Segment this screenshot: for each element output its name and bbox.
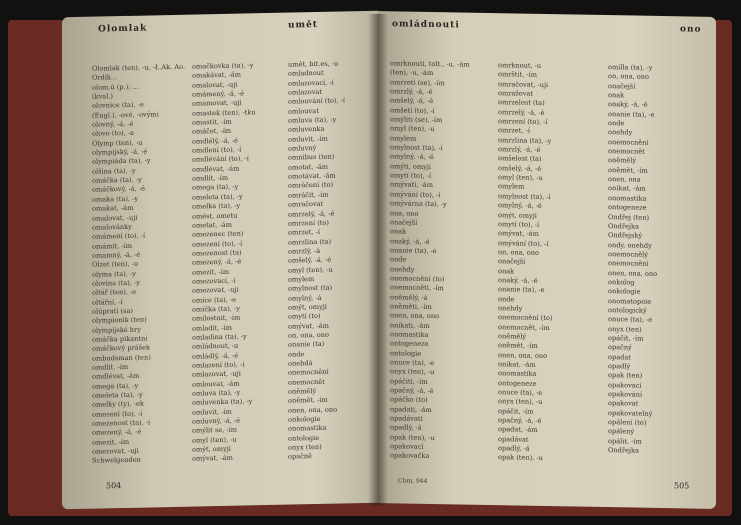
dictionary-line: omezovat, -uji [92, 446, 139, 456]
dictionary-line: omeleta (ta), -y [92, 390, 143, 400]
dictionary-line: opačně [288, 452, 312, 462]
dictionary-line: omilostnit, -ím [192, 313, 241, 323]
dictionary-line: opačný, -á, -é [498, 416, 542, 425]
dictionary-line: omyl (ten), -u [288, 265, 333, 275]
dictionary-line: omrzelost (ta) [498, 98, 545, 108]
dictionary-line: omezení (to), -í [192, 239, 243, 249]
dictionary-line: omička (ta), -y [192, 304, 240, 314]
dictionary-line: omdlévání (to), -í [192, 154, 249, 165]
left-column-3 [288, 59, 376, 463]
right-page [378, 11, 716, 509]
dictionary-line: omšelý, -á, -é [498, 163, 542, 173]
dictionary-line: omdlít, -ím [92, 362, 129, 372]
dictionary-line: omylnost (ta), -i [498, 191, 551, 201]
right-running-head-first: omládnouti [392, 19, 460, 31]
dictionary-line: omezenec (ten) [192, 229, 244, 239]
dictionary-line: onak [498, 266, 515, 275]
dictionary-line: omýlit se, -ím [192, 426, 237, 435]
dictionary-line: omlouvat [288, 106, 319, 116]
dictionary-line: omlazovat, -uji [192, 369, 241, 379]
dictionary-line: onomatopoie [608, 296, 652, 306]
dictionary-line: onačejší [498, 257, 526, 266]
dictionary-line: opálený [608, 427, 635, 436]
dictionary-line: omotat, -ám [288, 162, 329, 172]
dictionary-line: onikati, -ám [390, 320, 430, 330]
dictionary-line: omezovací, -í [192, 276, 236, 286]
dictionary-line: omakávat, -ám [192, 70, 241, 80]
dictionary-line: opak (ten), -u [390, 433, 435, 442]
dictionary-line: opakovací [390, 442, 424, 451]
dictionary-line: omývárna (ta), -y [390, 199, 447, 209]
dictionary-line: opadávati [390, 414, 423, 423]
dictionary-line: Ordík... [92, 73, 118, 83]
dictionary-line: omáčka pikantní [92, 334, 148, 344]
dictionary-line: omrzet, -í [498, 126, 530, 136]
dictionary-line: opačný, -á, -é [390, 386, 434, 396]
dictionary-line: onde [288, 349, 305, 359]
dictionary-line: omladina (ta), -y [192, 332, 247, 342]
dictionary-line: omrknouti, tolt., -u, -ám [390, 59, 470, 69]
dictionary-line: omlazovat [288, 87, 323, 97]
dictionary-line: omrzení (to), -í [498, 117, 548, 127]
dictionary-line: onuce (ta), -e [608, 315, 653, 325]
dictionary-line: onak [608, 91, 625, 100]
dictionary-line: omylem [498, 182, 525, 192]
dictionary-line: onemocněti, -ím [390, 283, 444, 293]
dictionary-line: onyx (ten) [608, 324, 642, 334]
dictionary-line: omámený, -á, -é [192, 89, 245, 99]
dictionary-line: omilla (ta), -y [608, 63, 653, 72]
dictionary-line: onemocnění (to) [498, 313, 553, 323]
dictionary-line: oltář (ten), -e [92, 288, 137, 297]
dictionary-line: omrzlý, -á [288, 246, 321, 256]
dictionary-line: onen, ona, ono [288, 405, 338, 415]
dictionary-line: oněmělý, -á [390, 292, 428, 302]
dictionary-line: onkologie [288, 414, 321, 424]
dictionary-line: onkologie [608, 287, 641, 296]
dictionary-line: onen, ona, ono [498, 350, 548, 360]
dictionary-line: opadat [608, 352, 631, 362]
dictionary-line: olom.ú (p.); ... [92, 82, 139, 92]
dictionary-line: omluva (ta), -y [288, 115, 337, 125]
dictionary-line: omeleta (ta), -y [192, 192, 243, 202]
dictionary-line: omezení (to), -í [92, 409, 143, 419]
dictionary-line: onyx (ten), -u [390, 367, 435, 377]
dictionary-line: onehdy [498, 304, 523, 313]
dictionary-line: omývati, -ám [390, 180, 433, 190]
dictionary-line: ontogeneze [608, 203, 647, 212]
dictionary-line: onemocnění [608, 137, 649, 147]
dictionary-line: Ondřej (ten) [608, 212, 650, 222]
dictionary-line: olovo (to), -a [92, 129, 134, 139]
dictionary-line: onomastika [288, 424, 327, 433]
dictionary-line: opakovatelný [608, 408, 653, 418]
dictionary-line: onen, ona [608, 175, 641, 184]
dictionary-line: omyl (ten), -u [498, 173, 543, 183]
dictionary-line: onemocnění (to) [390, 274, 445, 284]
dictionary-line: omšetí (to), -í [390, 105, 435, 115]
dictionary-line: omražovat [498, 89, 534, 98]
dictionary-line: opadlý [608, 362, 631, 371]
dictionary-line: omluva (ta), -y [192, 388, 241, 398]
dictionary-line: omrzelý, -á, -é [498, 107, 545, 117]
dictionary-line: omámit, -ím [92, 241, 132, 251]
dictionary-line: omrzení (to) [288, 218, 329, 228]
dictionary-line: omastit, -ím [192, 117, 232, 127]
dictionary-line: Schwelgenden [92, 456, 141, 466]
dictionary-line: (kval.) [92, 92, 114, 101]
dictionary-line: onemocnělý [608, 249, 649, 259]
dictionary-line: omylem [390, 134, 417, 143]
dictionary-line: onaký, -á, -é [390, 236, 430, 246]
dictionary-line: omega (ta), -y [192, 183, 239, 193]
dictionary-line: omamný, -á, -é [92, 250, 141, 260]
dictionary-line: omalovánky [92, 222, 132, 232]
dictionary-line: ondy, onehdy [608, 240, 652, 250]
dictionary-line: onomastika [390, 330, 429, 339]
dictionary-line: omýliti (se), -ím [390, 115, 443, 125]
dictionary-line: omšelý, -á, -é [288, 255, 332, 265]
dictionary-line: onemocnět [608, 147, 645, 156]
dictionary-line: omylný, -á, -é [390, 152, 434, 162]
right-column-3 [608, 63, 712, 457]
dictionary-line: olympijské hry [92, 325, 141, 335]
dictionary-line: omylný, -á [288, 293, 322, 303]
dictionary-line: opadlý, -á [390, 423, 422, 433]
dictionary-line: onemocnění [608, 259, 649, 268]
dictionary-line: omamovat, -uji [192, 98, 242, 108]
dictionary-line: omývat, -ám [288, 321, 329, 331]
dictionary-line: omluvný, -á, -é [192, 416, 241, 426]
dictionary-line: omaka (ta), -y [92, 194, 139, 204]
dictionary-line: omlazovací, -í [288, 78, 334, 88]
dictionary-line: omáčka (ta), -y [92, 175, 142, 185]
dictionary-line: omezit, -ím [92, 437, 130, 447]
dictionary-line: omezit, -ím [192, 267, 230, 277]
dictionary-line: oněmět, -ím [608, 165, 648, 175]
dictionary-line: omrzlý, -á, -é [390, 87, 433, 97]
dictionary-line: (ten), -u, -ám [390, 68, 434, 78]
dictionary-line: onak [390, 227, 407, 236]
dictionary-line: omlouvat, -ám [192, 379, 240, 389]
dictionary-line: on, ona, ono [608, 72, 649, 82]
dictionary-line: omnibus (ten) [288, 153, 335, 163]
dictionary-line: opálení (to) [608, 418, 647, 427]
dictionary-line: omšelý, -á, -é [390, 96, 434, 106]
dictionary-line: ombudsman (ten) [92, 353, 151, 363]
dictionary-line: opáčiti, -ím [390, 376, 428, 386]
dictionary-line: opáčko (to) [390, 395, 428, 405]
dictionary-line: opáčit, -ím [498, 406, 534, 416]
dictionary-line: opadávat [498, 434, 529, 444]
dictionary-line: ontologie [390, 348, 422, 358]
dictionary-line: omdlení (to), -í [192, 145, 242, 155]
dictionary-line: omyl (ten), -u [390, 124, 435, 134]
dictionary-line: opadat, -ám [498, 425, 538, 435]
dictionary-line: onikat, -ám [608, 184, 646, 194]
dictionary-line: omrknout, -u [498, 61, 542, 70]
dictionary-line: on, ona, ono [498, 248, 539, 257]
dictionary-line: omámení (to), -í [92, 231, 146, 241]
left-running-head-first: Olomlak [98, 23, 148, 35]
dictionary-line: ontogeneze [390, 339, 429, 349]
dictionary-line: omakat, -ám [92, 203, 134, 213]
dictionary-line: onikat, -ám [498, 360, 536, 369]
dictionary-line: onaký, -á, -é [608, 100, 648, 110]
dictionary-line: onen, ona, ono [390, 311, 440, 321]
dictionary-line: omezovat, -uji [192, 285, 239, 295]
dictionary-line: omlouvání (to), -í [288, 96, 345, 106]
dictionary-line: omrštit, -ím [498, 70, 537, 80]
dictionary-line: Ondřejka [608, 221, 639, 231]
dictionary-line: omytí (to) [288, 312, 321, 321]
dictionary-line: omývat, -ám [498, 229, 539, 239]
dictionary-line: omezený, -á, -é [92, 428, 142, 438]
dictionary-line: Olomlak (ten), -u, -Ł.Ak. Ao. [92, 62, 186, 73]
dictionary-line: olovina (ta), -y [92, 278, 141, 288]
dictionary-line: omylnost (ta), -i [390, 143, 443, 153]
dictionary-line: Olzet (ten), -u [92, 259, 139, 269]
dictionary-line: onanie (ta), -e [498, 285, 545, 295]
dictionary-line: onen, ona, ono [608, 268, 658, 278]
dictionary-line: omylný, -á, -é [498, 201, 542, 211]
dictionary-line: omést, ometu [192, 211, 238, 221]
dictionary-line: omezenost (ta), -i [92, 418, 151, 428]
dictionary-line: omačkovka (ta), -y [192, 61, 254, 71]
dictionary-line: omotávat, -ám [288, 171, 336, 181]
right-running-head-last: ono [680, 24, 702, 35]
dictionary-line: onuce (ta), -e [498, 388, 543, 397]
dictionary-line: olúprati (sa) [92, 306, 133, 316]
dictionary-line: onde [498, 294, 515, 304]
dictionary-line: opadati, -ám [390, 404, 432, 414]
dictionary-line: ontologický [608, 306, 647, 315]
right-column-1 [390, 59, 496, 463]
dictionary-line: omluvenka (ta), -y [192, 397, 253, 407]
book-gutter [368, 14, 388, 506]
dictionary-line: oltářní, -í [92, 297, 123, 307]
dictionary-line: onehdá [288, 359, 313, 368]
left-column-1 [92, 63, 190, 467]
dictionary-line: umět, bit.es, -u [288, 59, 339, 69]
dictionary-line: omrzeti (se), -ím [390, 77, 445, 87]
dictionary-line: oněměti, -ím [390, 302, 432, 311]
dictionary-line: omezený, -á, -é [192, 257, 242, 267]
dictionary-line: olovný, -á, -é [92, 119, 134, 129]
dictionary-line: omelky (ty), -ek [92, 399, 144, 410]
dictionary-line: olympionik (ten) [92, 315, 147, 325]
dictionary-line: onyx (ten), -u [498, 397, 543, 407]
dictionary-line: omládnout, -u [192, 341, 239, 351]
dictionary-line: omrzet, -í [288, 228, 320, 237]
dictionary-line: olovnice (ta), -e [92, 100, 144, 111]
dictionary-line: olyma (ta), -y [92, 269, 136, 279]
dictionary-line: omývat, -ám [192, 454, 233, 464]
dictionary-line: oněmět, -ím [288, 396, 328, 405]
dictionary-line: olšina (ta), -y [92, 166, 136, 176]
dictionary-line: ona, ono [390, 208, 419, 218]
dictionary-line: omluvný [288, 144, 317, 153]
right-page-number: 505 [674, 481, 690, 491]
dictionary-line: omylnost (ta) [288, 283, 333, 293]
dictionary-line: omluvit, -ím [192, 407, 232, 417]
dictionary-line: omluvit, -ím [288, 134, 328, 144]
dictionary-line: onomastika [498, 369, 537, 379]
dictionary-line: omalovat, -uji [192, 80, 238, 90]
dictionary-line: opakovačka [390, 451, 430, 461]
dictionary-line: ontologie [288, 433, 320, 443]
dictionary-line: onde [390, 255, 407, 264]
dictionary-line: omýti, omyji [390, 162, 431, 171]
dictionary-line: onehdy [390, 264, 415, 274]
dictionary-line: omáčkový prášek [92, 343, 150, 353]
dictionary-line: omáčet, -ím [192, 127, 232, 136]
dictionary-line: omladit, -ím [192, 323, 233, 333]
dictionary-line: omylem [288, 274, 315, 284]
dictionary-line: opadlý, -á [498, 444, 530, 453]
dictionary-line: omrzelý, -á, -é [288, 209, 335, 219]
dictionary-line: onkolog [608, 277, 635, 287]
dictionary-line: onanie (ta), -e [608, 109, 655, 119]
dictionary-line: opakovací [608, 380, 642, 390]
dictionary-line: (Eugl.), -ové, -ovými [92, 109, 159, 120]
dictionary-line: opačný [608, 343, 632, 352]
dictionary-line: omalovat, -uji [92, 213, 138, 223]
dictionary-line: opak (ten) [608, 371, 643, 381]
dictionary-line: omluvenka [288, 125, 325, 134]
dictionary-line: omývání (to), -í [390, 190, 441, 199]
dictionary-line: onyx (ten) [288, 442, 322, 452]
dictionary-line: omrzlý, -á, -é [498, 145, 541, 154]
dictionary-line: onomastika [608, 193, 647, 203]
dictionary-line: Ondřejský [608, 231, 643, 240]
dictionary-line: omelka (ta), -y [192, 201, 241, 211]
dictionary-line: omega (ta), -y [92, 381, 139, 391]
dictionary-line: oněmělý [288, 387, 317, 396]
dictionary-line: opakovat [608, 399, 639, 408]
left-running-head-last: umět [288, 19, 318, 31]
dictionary-line: onanie (ta) [288, 340, 325, 349]
dictionary-line: omice (ta), -e [192, 295, 237, 305]
dictionary-line: omlazení (to), -í [192, 360, 245, 370]
dictionary-line: onde [608, 119, 625, 128]
dictionary-line: oněmělý [498, 332, 527, 341]
dictionary-line: onemocnět [288, 377, 325, 387]
dictionary-line: omdlévat, -ám [92, 372, 140, 382]
dictionary-line: omračovat [288, 199, 324, 209]
dictionary-line: onehdy [608, 128, 633, 137]
dictionary-line: omýt, omyji [498, 210, 537, 220]
dictionary-line: onemocnět, -ím [498, 322, 550, 332]
dictionary-line: opak (ten), -u [498, 453, 543, 463]
dictionary-line: omládlý, -á, -é [192, 351, 239, 361]
dictionary-line: onaký, -á, -é [498, 276, 538, 285]
dictionary-line: omladnout [288, 69, 324, 78]
dictionary-line: omytí (to), -í [390, 171, 432, 181]
dictionary-line: ontogeneze [498, 378, 537, 388]
dictionary-line: oněmět, -ím [498, 341, 538, 351]
dictionary-line: omrzlina (ta), -y [498, 135, 552, 145]
right-column-2 [498, 61, 606, 465]
dictionary-line: Olymp (ten), -u [92, 138, 143, 148]
dictionary-line: omyl (ten), -u [192, 435, 237, 445]
dictionary-line: omýt, omyji [192, 444, 231, 454]
dictionary-line: omýt, omyji [288, 302, 327, 312]
dictionary-line: onačejší [608, 81, 636, 91]
left-page-number: 504 [106, 481, 122, 491]
dictionary-line: onuce (ta), -e [390, 358, 435, 368]
dictionary-line: omráčit, -ím [288, 190, 329, 200]
dictionary-line: omdlévat, -ám [192, 164, 240, 174]
dictionary-line: omráčení (to) [288, 181, 334, 191]
dictionary-line: omytí (to), -í [498, 219, 540, 229]
printer-signature: Chm. 944 [398, 477, 428, 485]
dictionary-line: onanie (ta), -e [390, 246, 437, 255]
dictionary-line: onemocnění [288, 368, 329, 377]
dictionary-line: oněmělý [608, 156, 637, 165]
dictionary-line: omdlélý, -á, -é [192, 136, 239, 146]
dictionary-line: opáčit, -ím [608, 334, 644, 343]
dictionary-line: opakování [608, 390, 643, 399]
dictionary-line: Ondřejka [608, 446, 639, 455]
dictionary-line: omračovat, -uji [498, 79, 549, 89]
dictionary-line: olympiáda (ta), -y [92, 156, 151, 167]
dictionary-line: omastek (ten), -tku [192, 107, 256, 118]
dictionary-line: omrzlina (ta) [288, 237, 332, 247]
dictionary-line: omývání (to), -í [498, 238, 549, 248]
dictionary-line: on, ona, ono [288, 330, 329, 340]
dictionary-line: ometat, -ám [192, 220, 232, 230]
dictionary-line: olympijský, -á, -é [92, 147, 148, 157]
left-column-2 [192, 61, 286, 465]
dictionary-line: opálit, -ím [608, 436, 642, 446]
dictionary-line: omdlít, -ím [192, 173, 229, 183]
dictionary-line: onačejší [390, 218, 418, 227]
left-page [62, 11, 378, 510]
dictionary-line: omezenost (ta) [192, 248, 242, 258]
dictionary-line: omáčkový, -á, -é [92, 185, 146, 195]
dictionary-line: omšelost (ta) [498, 154, 542, 164]
